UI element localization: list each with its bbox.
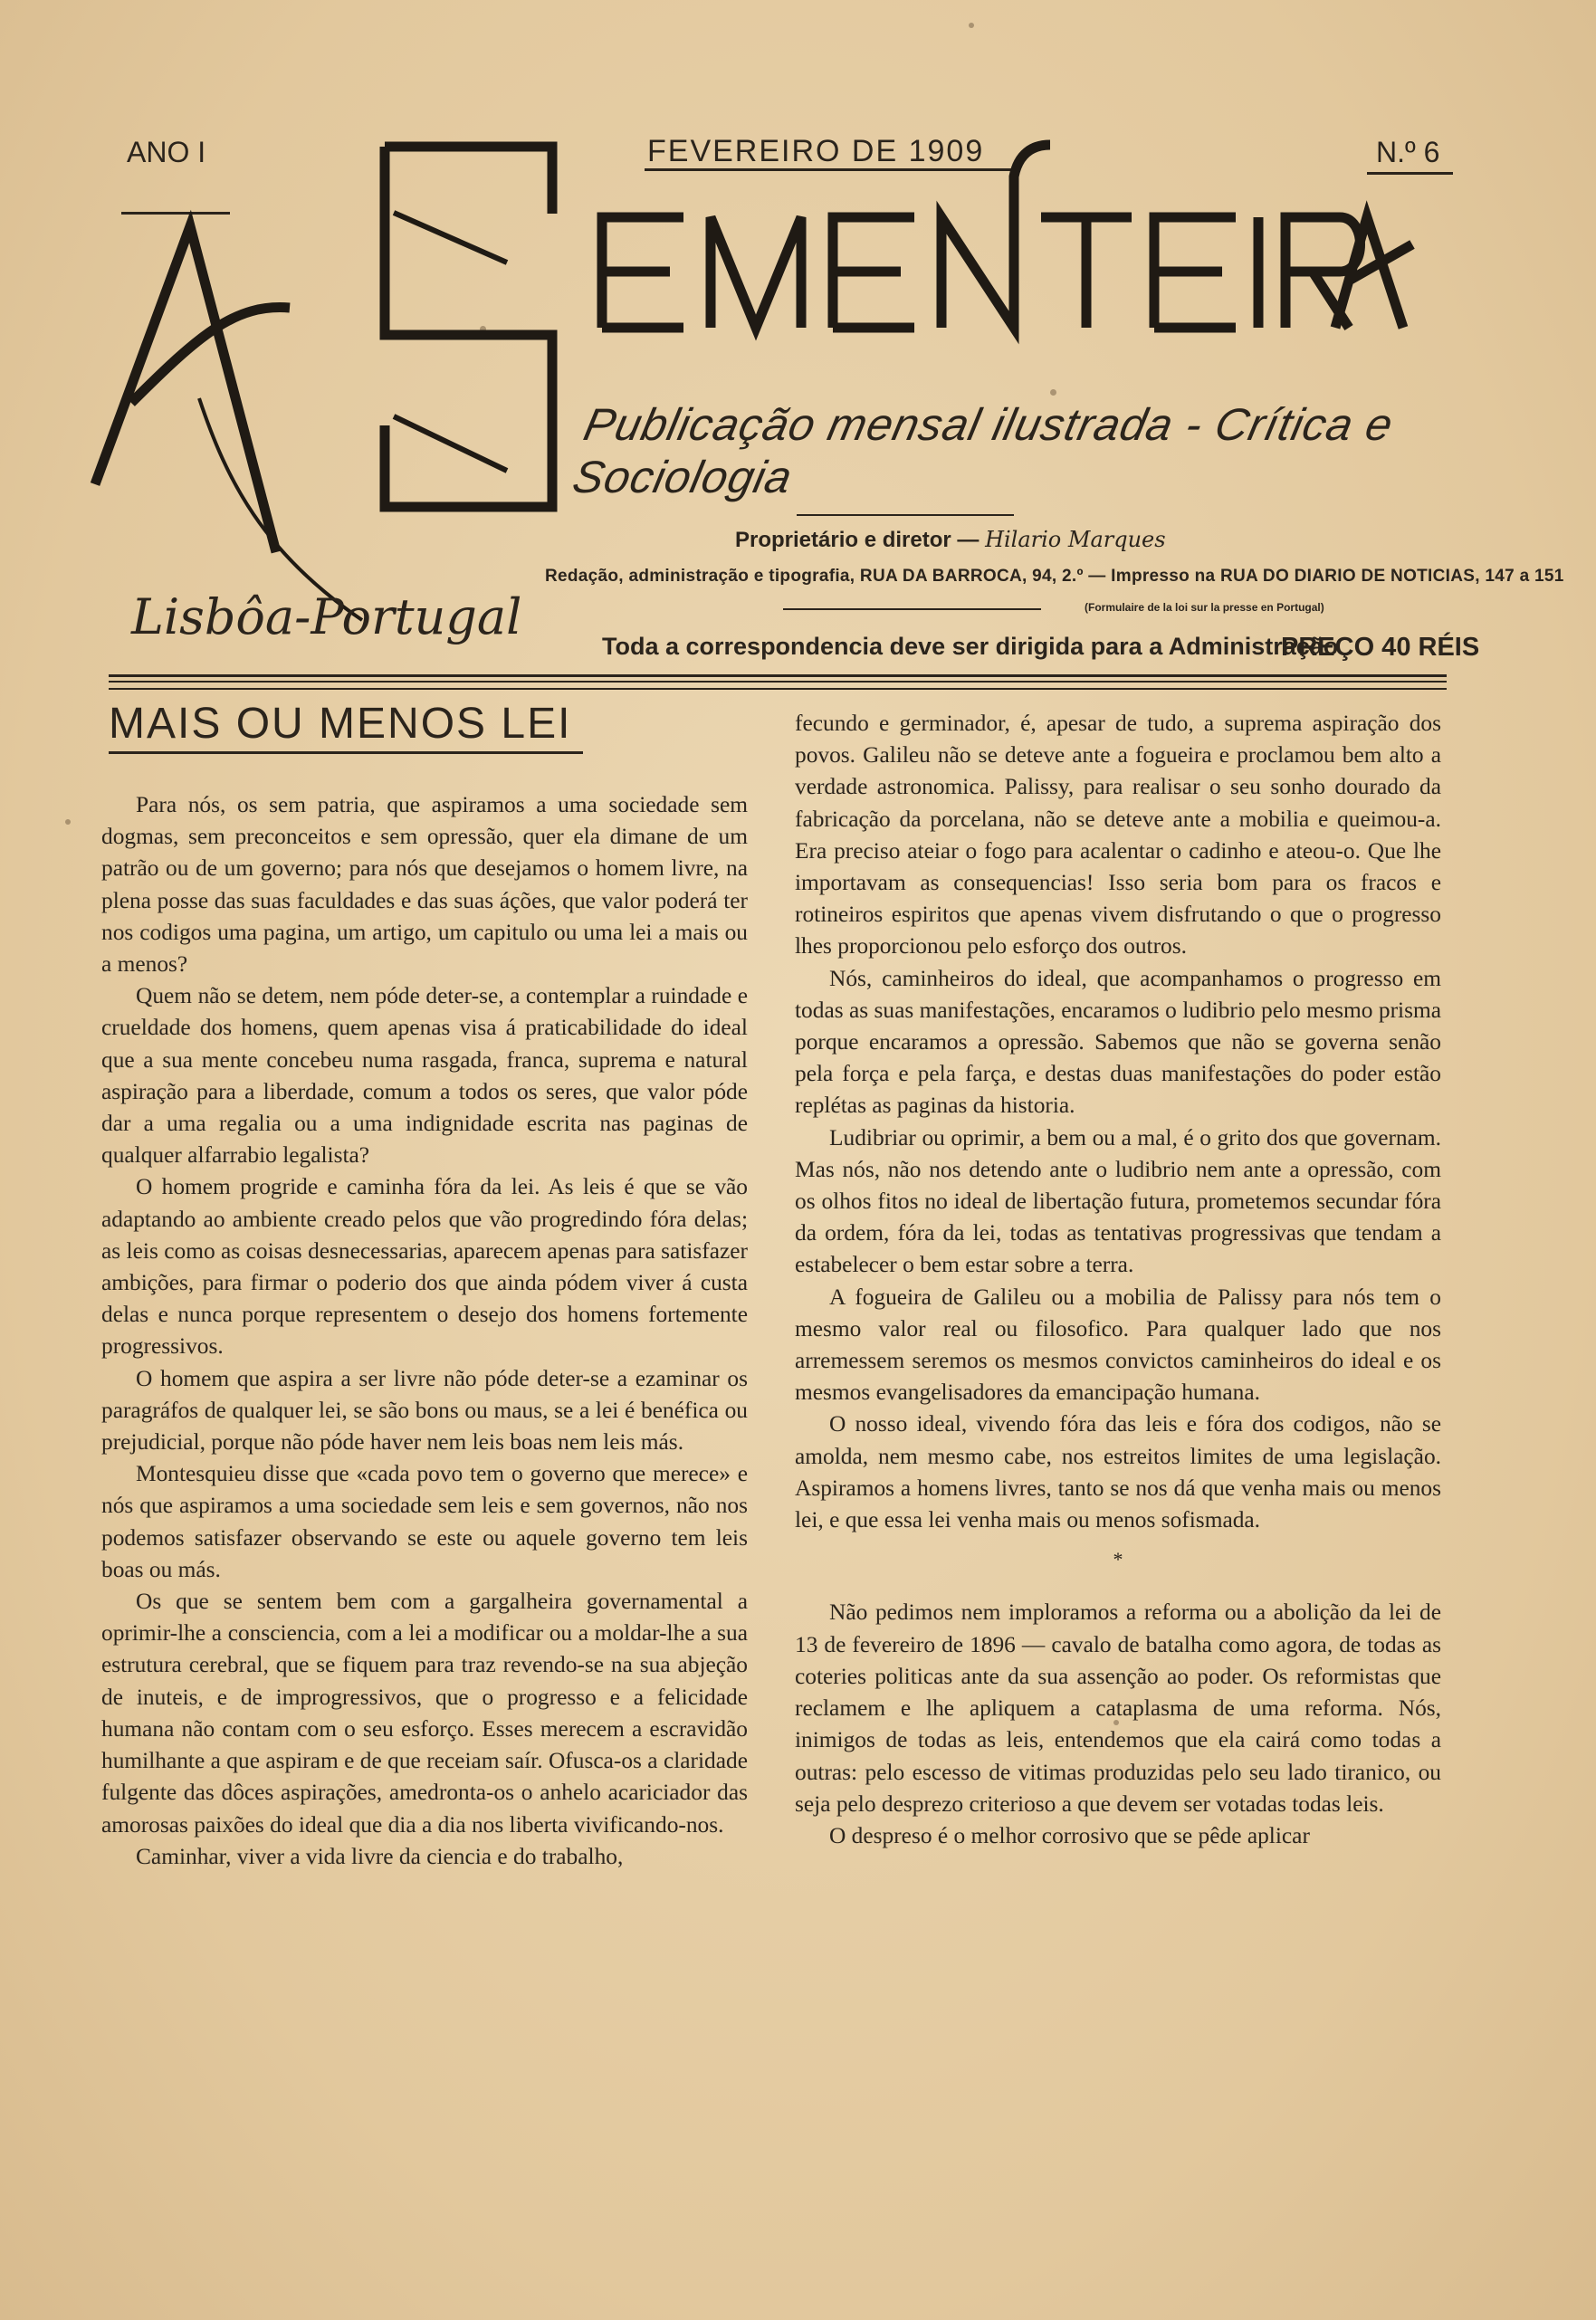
header-rule — [109, 688, 1447, 690]
article-title: MAIS OU MENOS LEI — [109, 700, 572, 748]
issue-number: N.º 6 — [1376, 136, 1440, 168]
paragraph: Não pedimos nem imploramos a reforma ou a abolição da lei de 13 de fevereiro de 1896 — cavalo de batalha como agora, de todas as coteries politicas ante da sua assenção ao poder. Os reformistas que reclamem e lhe apliquem a cataplasma de uma reforma. Nós, inimigos de todas as leis, entendemos que ela cairá como todas a outras: pelo escesso de vitimas produzidas pelo seu lado tiranico, ou seja pelo desprezo criterioso a que devem ser votadas todas leis. — [795, 1599, 1441, 1817]
paper-stain — [65, 819, 71, 825]
paragraph: O nosso ideal, vivendo fóra das leis e fóra dos codigos, não se amolda, nem mesmo cabe, nos estreitos limites de uma legislação. Aspiramos a homens livres, tanto se nos dá que venha mais ou menos lei, e que essa lei venha mais ou menos sofismada. — [795, 1411, 1441, 1533]
paragraph: O despreso é o melhor corrosivo que se pêde aplicar — [829, 1822, 1310, 1848]
owner-label: Proprietário e diretor — — [735, 528, 980, 552]
paragraph: Os que se sentem bem com a gargalheira governamental a oprimir-lhe a consciencia, com a lei a modificar ou a moldar-lhe a sua estrutura cerebral, que se fiquem para traz revendo-se na sua abjeção de inuteis, e de improgressivos, que o progresso e a felicidade humana não contam com o seu esforço. Esses merecem a escravidão humilhante a que aspiram e de que receiam saír. Ofusca-os a claridade fulgente das dôces aspirações, amedronta-os o anhelo acariciador das amorosas paixões do ideal que dia a dia nos liberta vivificando-nos. — [101, 1589, 748, 1838]
divider — [797, 514, 1014, 516]
correspondence-note: Toda a correspondencia deve ser dirigida para a Administração — [602, 633, 1339, 660]
paragraph: Para nós, os sem patria, que aspiramos a uma sociedade sem dogmas, sem preconceitos e sem opressão, quer ela dimane de um patrão ou de um governo; para nós que desejamos o homem livre, na plena posse das suas faculdades e das suas áções, que valor poderá ter nos codigos uma pagina, um artigo, um capitulo ou uma lei a mais ou a menos? — [101, 792, 748, 978]
section-separator: * — [1113, 1548, 1123, 1571]
paragraph: O homem progride e caminha fóra da lei. As leis é que se vão adaptando ao ambiente creado pelos que vão progredindo fóra delas; as leis como as coisas desnecessarias, aparecem apenas para satisfazer ambições, para firmar o poderio dos que ainda pódem viver á custa delas e nunca porque representem o desejo dos homens fortemente progressivos. — [101, 1174, 748, 1360]
paragraph: Nós, caminheiros do ideal, que acompanhamos o progresso em todas as suas manifestações, encaramos o ludibrio pelo mesmo prisma porque encaramos a opressão. Sabemos que não se governa senão pela força e pela farça, e destas duas manifestações do poder estão replétas as paginas da historia. — [795, 965, 1441, 1119]
paragraph: A fogueira de Galileu ou a mobilia de Palissy para nós tem o mesmo valor real ou filosofico. Para qualquer lado que nos arremessem seremos os mesmos convictos caminheiros do ideal e os mesmos evangelisadores da emancipação humana. — [795, 1284, 1441, 1406]
paragraph: Ludibriar ou oprimir, a bem ou a mal, é o grito dos que governam. Mas nós, não nos detendo ante o ludibrio nem ante a opressão, com os olhos fitos no ideal de libertação futura, prometemos secundar fóra da ordem, fóra da lei, todas as tentativas progressivas que tendam a estabelecer o bem estar sobre a terra. — [795, 1124, 1441, 1278]
logo-letter-a — [95, 226, 276, 552]
paragraph-continuation: fecundo e germinador, é, apesar de tudo, a suprema aspiração dos povos. Galileu não se deteve ante a fogueira e proclamou bem alto a verdade astronomica. Palissy, para realisar o seu sonho dourado da fabricação da porcelana, não se deteve ante a mobilia e queimou-a. Era preciso ateiar o fogo para acalentar o cadinho e ateou-o. Que lhe importavam as consequencias! Isso seria bom para os fracos e rotineiros espiritos que apenas vivem disfrutando o que o progresso lhes proporcionou pelo esforço dos outros. — [795, 711, 1441, 960]
paragraph: Montesquieu disse que «cada povo tem o governo que merece» e nós que aspiramos a uma sociedade sem leis e sem governos, não nos podemos satisfazer observando se este ou aquele governo tem leis boas ou más. — [101, 1461, 748, 1582]
issue-date: FEVEREIRO DE 1909 — [647, 134, 985, 168]
masthead-subtitle: Publicação mensal ilustrada - Crítica e Sociologia — [568, 399, 1399, 502]
paragraph: O homem que aspira a ser livre não póde deter-se a ezaminar os paragráfos de qualquer lei, se são bons ou maus, se a lei é benéfica ou prejudicial, porque não póde haver nem leis boas nem leis más. — [101, 1365, 748, 1456]
address-line: Redação, administração e tipografia, RUA DA BARROCA, 94, 2.º — Impresso na RUA DO DIARIO DE NOTICIAS, 147 a 151 — [545, 567, 1564, 586]
paragraph: Caminhar, viver a vida livre da ciencia e do trabalho, — [136, 1843, 624, 1869]
location-label: Lisbôa-Portugal — [131, 588, 522, 645]
header-rule — [109, 681, 1447, 683]
volume-label: ANO I — [127, 136, 206, 168]
price-label: PREÇO 40 RÉIS — [1281, 633, 1480, 662]
header-rule — [109, 674, 1447, 677]
divider — [783, 608, 1041, 610]
press-law-note: (Formulaire de la loi sur la presse en Portugal) — [1085, 601, 1324, 614]
article-column-right — [795, 708, 1441, 1852]
title-underline — [109, 751, 583, 754]
owner-name: Hilario Marques — [985, 527, 1166, 552]
owner-line — [735, 527, 1166, 553]
article-column-left — [101, 789, 748, 1873]
paper-stain — [969, 23, 974, 28]
paragraph: Quem não se detem, nem póde deter-se, a contemplar a ruindade e crueldade dos homens, quem apenas visa á praticabilidade do ideal que a sua mente concebeu numa rasgada, franca, suprema e natural aspiração para a liberdade, comum a todos os seres, que valor póde dar a uma regalia ou a uma indignidade escrita nas paginas de qualquer alfarrabio legalista? — [101, 983, 748, 1169]
